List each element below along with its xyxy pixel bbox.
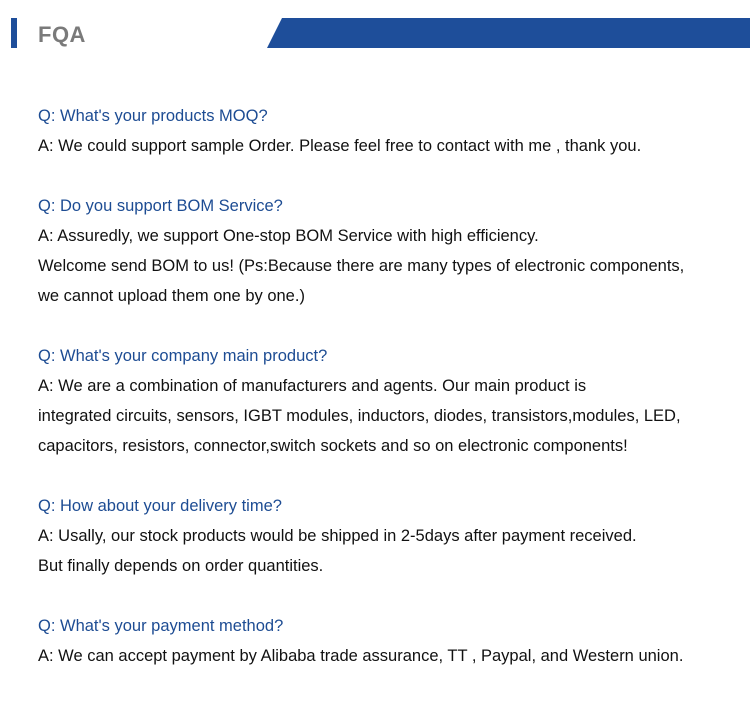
faq-answer-line: A: We are a combination of manufacturers and agents. Our main product is [38,377,587,395]
faq-item-main-product [38,341,743,461]
faq-question: Q: Do you support BOM Service? [38,197,283,215]
faq-answer-line: we cannot upload them one by one.) [38,287,305,305]
header-accent-bar [11,18,17,48]
faq-answer-line: A: Usally, our stock products would be shipped in 2-5days after payment received. [38,527,637,545]
header-banner [267,18,750,48]
faq-answer-line: Welcome send BOM to us! (Ps:Because there are many types of electronic components, [38,257,685,275]
faq-answer-line: But finally depends on order quantities. [38,557,324,575]
faq-question: Q: What's your payment method? [38,617,284,635]
section-header [0,0,750,60]
faq-question: Q: What's your products MOQ? [38,107,268,125]
faq-answer-line: A: We could support sample Order. Please feel free to contact with me , thank you. [38,137,642,155]
faq-answer-line: A: Assuredly, we support One-stop BOM Service with high efficiency. [38,227,539,245]
faq-question: Q: What's your company main product? [38,347,328,365]
faq-answer-line: capacitors, resistors, connector,switch sockets and so on electronic components! [38,437,628,455]
section-title: FQA [38,22,86,47]
faq-answer-line: integrated circuits, sensors, IGBT modules, inductors, diodes, transistors,modules, LED, [38,407,681,425]
faq-question: Q: How about your delivery time? [38,497,282,515]
faq-item-payment [38,611,743,671]
faq-answer-line: A: We can accept payment by Alibaba trade assurance, TT , Paypal, and Western union. [38,647,684,665]
faq-list [38,101,743,701]
faq-item-moq [38,101,743,161]
faq-item-delivery [38,491,743,581]
faq-item-bom [38,191,743,311]
